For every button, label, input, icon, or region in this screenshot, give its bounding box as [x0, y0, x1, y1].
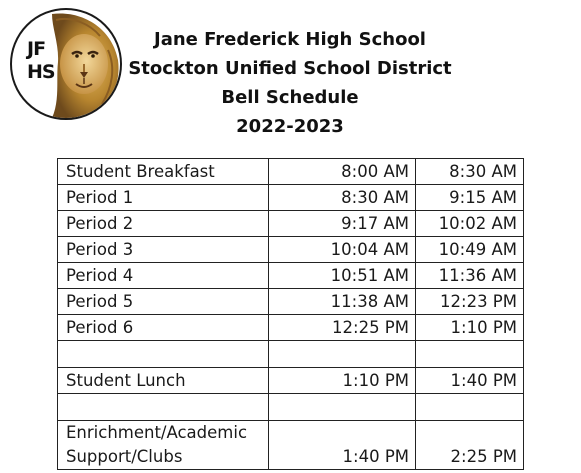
school-year: 2022-2023	[236, 116, 344, 137]
end-time-cell[interactable]	[416, 394, 524, 421]
end-time-cell[interactable]: 10:49 AM	[416, 237, 524, 263]
period-name-cell[interactable]	[58, 394, 269, 421]
table-row	[58, 263, 524, 289]
table-row	[58, 315, 524, 341]
end-time-cell[interactable]	[416, 341, 524, 368]
end-time-cell[interactable]: 9:15 AM	[416, 185, 524, 211]
table-row	[58, 185, 524, 211]
period-name-cell[interactable]: Period 5	[58, 289, 269, 315]
period-name-cell[interactable]	[58, 341, 269, 368]
school-name: Jane Frederick High School	[154, 29, 426, 50]
start-time-cell[interactable]: 10:04 AM	[269, 237, 416, 263]
district-name: Stockton Unified School District	[128, 58, 452, 79]
end-time-cell[interactable]: 8:30 AM	[416, 159, 524, 185]
start-time-cell[interactable]: 8:00 AM	[269, 159, 416, 185]
table-row	[58, 159, 524, 185]
period-name-cell[interactable]: Enrichment/Academic Support/Clubs	[58, 421, 269, 470]
end-time-cell[interactable]: 12:23 PM	[416, 289, 524, 315]
table-row-blank	[58, 341, 524, 368]
end-time-cell[interactable]: 1:10 PM	[416, 315, 524, 341]
period-name-cell[interactable]: Period 1	[58, 185, 269, 211]
logo-text-line2: HS	[27, 61, 55, 83]
start-time-cell[interactable]: 11:38 AM	[269, 289, 416, 315]
end-time-cell[interactable]: 2:25 PM	[416, 421, 524, 470]
school-logo	[10, 8, 122, 120]
end-time-cell[interactable]: 1:40 PM	[416, 368, 524, 394]
end-time-cell[interactable]: 11:36 AM	[416, 263, 524, 289]
table-row-blank	[58, 394, 524, 421]
start-time-cell[interactable]	[269, 394, 416, 421]
start-time-cell[interactable]: 9:17 AM	[269, 211, 416, 237]
period-name-cell[interactable]: Period 2	[58, 211, 269, 237]
period-name-cell[interactable]: Student Breakfast	[58, 159, 269, 185]
start-time-cell[interactable]	[269, 341, 416, 368]
start-time-cell[interactable]: 10:51 AM	[269, 263, 416, 289]
end-time-cell[interactable]: 10:02 AM	[416, 211, 524, 237]
period-name-cell[interactable]: Period 6	[58, 315, 269, 341]
table-row	[58, 211, 524, 237]
logo-text-line1: JF	[27, 38, 46, 60]
table-row	[58, 368, 524, 394]
start-time-cell[interactable]: 1:40 PM	[269, 421, 416, 470]
period-name-cell[interactable]: Student Lunch	[58, 368, 269, 394]
period-name-cell[interactable]: Period 4	[58, 263, 269, 289]
period-name-cell[interactable]: Period 3	[58, 237, 269, 263]
table-row	[58, 237, 524, 263]
start-time-cell[interactable]: 1:10 PM	[269, 368, 416, 394]
start-time-cell[interactable]: 8:30 AM	[269, 185, 416, 211]
start-time-cell[interactable]: 12:25 PM	[269, 315, 416, 341]
document-header	[128, 25, 452, 141]
table-row	[58, 289, 524, 315]
table-row	[58, 421, 524, 470]
bell-schedule-table	[57, 158, 524, 470]
document-title: Bell Schedule	[221, 87, 359, 108]
